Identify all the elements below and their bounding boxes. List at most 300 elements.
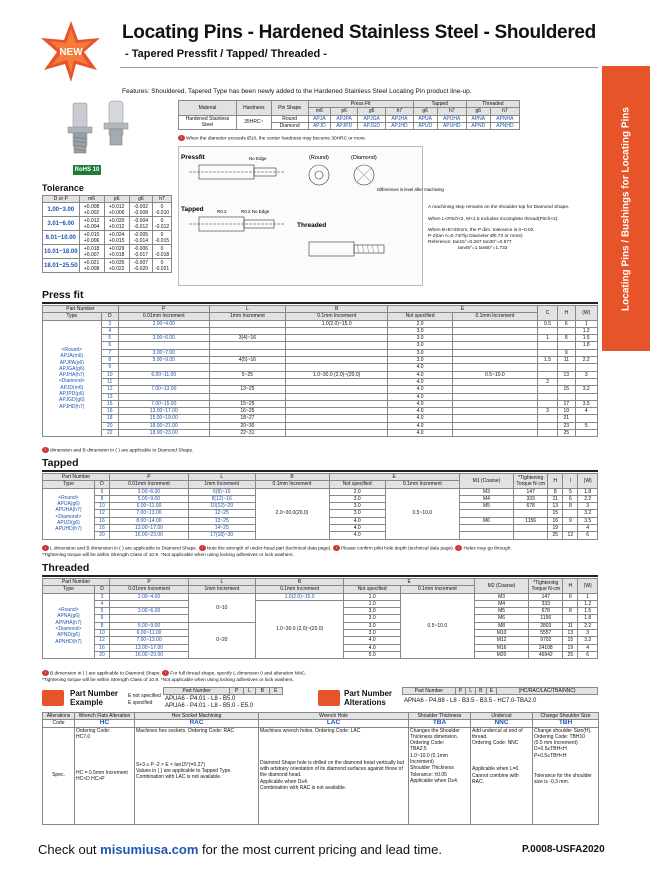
alt-text: Combination with RAC is not available.: [260, 785, 347, 792]
pn-ex1: APUA6 - P4.01 - L8 - B5.0: [165, 696, 236, 702]
part-number-alt-icon: [318, 690, 340, 706]
note-l: When L<Pitch×2, M×1.5 includes incomplete thread(Pitch×2).: [428, 217, 559, 222]
alt-text: Applicable when L=0.: [472, 766, 520, 773]
tp-sub: Not specified: [329, 481, 385, 488]
alt-lac-drawing: [260, 734, 407, 760]
note-ref: Reference: tan15°=0.267 tan30°=0.577: [428, 240, 512, 245]
spec-shape-round: Round: [271, 115, 308, 122]
pf-d: 12: [101, 386, 118, 393]
tp-ens: 4.0: [329, 525, 385, 532]
th-w: 2.2: [578, 622, 598, 629]
spec-material: Hardened Stainless Steel: [179, 115, 237, 130]
th-p: 5.00~9.00: [110, 622, 189, 629]
pn-alt-example: APNA6 - P4.88 - L8 - B3.5 - B3.5 - HC7.0-TBA2.0: [404, 698, 537, 704]
part-code: APJHA: [386, 115, 414, 122]
alt-text: Combination with LAC is not available.: [136, 774, 222, 781]
rohs-badge: RoHS 10: [74, 167, 100, 173]
alt-header: Change Shoulder Size: [533, 713, 599, 720]
pf-b: [286, 327, 388, 334]
alt-code: TBH: [533, 720, 599, 727]
spec-sub: g6: [358, 108, 386, 115]
tp-l2: 6: [563, 495, 578, 502]
spec-note: [178, 135, 366, 141]
alt-code: TBA: [409, 720, 471, 727]
pf-l: 20~30: [209, 422, 286, 429]
tp-header: Part Number: [43, 474, 110, 481]
alt-text: Applicable when D≥4.: [410, 777, 459, 784]
tp-l: 17(18)~30: [188, 532, 255, 539]
tol-value: -0.005 -0.014: [129, 231, 152, 245]
new-star-badge: [40, 20, 102, 82]
pf-l: [209, 342, 286, 349]
pf-l: 22~31: [209, 430, 286, 437]
type-line: APJD(m6): [60, 384, 84, 391]
th-w: 1: [578, 593, 598, 600]
footer-text: [38, 842, 442, 857]
spec-sub: h7: [437, 108, 466, 115]
pf-e: [452, 378, 537, 385]
tp-d: 8: [94, 495, 109, 502]
tp-t: 147: [514, 488, 548, 495]
tp-header: L: [188, 474, 255, 481]
alt-text: HC = 0.5mm Increment: [76, 770, 128, 777]
type-line: APJPA(p6): [59, 359, 84, 366]
pf-ens: 4.0: [388, 386, 453, 393]
tp-note: Note the strength of under-head part (technical data page).: [206, 546, 332, 552]
pf-b: [286, 415, 388, 422]
note-marker-icon: !: [455, 545, 462, 551]
pf-header: P: [118, 306, 209, 313]
pf-ens: 4.0: [388, 408, 453, 415]
pf-p: [118, 342, 209, 349]
pf-h: [558, 342, 575, 349]
th-body: [43, 593, 598, 659]
table-row: [43, 393, 598, 400]
spec-sub: m6: [308, 108, 330, 115]
tp-m: M4: [459, 495, 513, 502]
pf-w: 4: [575, 408, 598, 415]
tp-l2: 12: [563, 532, 578, 539]
pf-c: 1.5: [537, 357, 557, 364]
pf-l: 15~25: [209, 400, 286, 407]
pf-h: 25: [558, 430, 575, 437]
alt-text: S+3 ≤ P -2 × E × tan15°(=0.27): [136, 761, 205, 768]
pf-p: [118, 327, 209, 334]
label-tapped: Tapped: [181, 206, 204, 213]
table-row: [43, 371, 598, 378]
part-code: APUHD: [437, 122, 466, 129]
note-marker-icon: !: [42, 545, 49, 551]
pf-p: [118, 393, 209, 400]
note-marker-icon: !: [42, 670, 49, 676]
pf-c: 3: [537, 408, 557, 415]
pn-alt-title: Part Number Alterations: [344, 689, 393, 707]
alt-tbh: [533, 727, 599, 824]
th-d: 6: [94, 615, 109, 622]
tp-d: 6: [94, 488, 109, 495]
pf-e: [452, 327, 537, 334]
note-ref2: tan45°=1 tan60°=1.732: [458, 246, 508, 251]
pf-w: 5: [575, 422, 598, 429]
pf-c: [537, 386, 557, 393]
pf-b: [286, 400, 388, 407]
pf-b: [286, 393, 388, 400]
pf-d: 5: [101, 335, 118, 342]
alt-code: NNC: [471, 720, 533, 727]
alt-text: P+0.5≤TBH<H: [534, 752, 567, 759]
pin-product-image: [43, 97, 153, 159]
th-d: 10: [94, 630, 109, 637]
th-p: 13.00~17.00: [110, 644, 189, 651]
tp-e: 0.5~10.0: [385, 488, 459, 539]
tp-h: 25: [548, 532, 563, 539]
pf-h: [558, 364, 575, 371]
footer-link[interactable]: misumiusa.com: [100, 842, 199, 857]
tp-w: 2.2: [578, 495, 598, 502]
th-m: M10: [474, 630, 528, 637]
tp-h: 13: [548, 503, 563, 510]
part-code: APJD: [308, 122, 330, 129]
pn-examples: [165, 696, 253, 710]
th-sub: 0.01mm Increment: [110, 586, 189, 593]
th-header: B: [255, 579, 344, 586]
tp-notes: [42, 545, 512, 551]
pn-e-labels: [128, 693, 163, 707]
pf-body: [43, 320, 598, 437]
pf-b: [286, 342, 388, 349]
pn-alt-h: L: [466, 688, 476, 695]
pf-b: 1.0(2.0)~15.0: [286, 320, 388, 327]
pf-note: [42, 447, 193, 453]
tp-l: 12~25: [188, 510, 255, 517]
side-tab: [602, 66, 650, 351]
th-l: 0~20: [189, 622, 256, 658]
th-t: 1156: [529, 615, 563, 622]
pf-c: 1: [537, 335, 557, 342]
tol-value: 0 -0.010: [153, 203, 172, 217]
note-machining: A machining step remains on the shoulder top for Diamond Shape.: [428, 205, 570, 210]
alt-text: Applicable when D≥4.: [260, 778, 309, 785]
pressfit-table: [42, 305, 598, 437]
alt-text: Machines hex sockets. Ordering Code: RAC: [136, 727, 235, 734]
pf-p: 7.00~13.00: [118, 386, 209, 393]
page-code: P.0008-USFA2020: [522, 844, 605, 855]
new-badge-text: NEW: [59, 47, 83, 58]
drawing-notes: [428, 205, 593, 252]
th-header: P: [110, 579, 189, 586]
table-row: [43, 488, 598, 495]
alt-text: Machines wrench holes. Ordering Code: LAC: [260, 727, 361, 734]
threaded-table: [42, 578, 598, 659]
type-line: APUA(g6): [57, 501, 80, 508]
pf-w: [575, 415, 598, 422]
pf-c: [537, 342, 557, 349]
pf-d: 10: [101, 371, 118, 378]
pf-w: [575, 430, 598, 437]
th-w: 1.8: [578, 615, 598, 622]
th-m: M12: [474, 637, 528, 644]
tol-value: -0.004 -0.012: [129, 217, 152, 231]
spec-sub: h7: [386, 108, 414, 115]
type-line: APNHD(h7): [55, 638, 82, 645]
th-header: L: [189, 579, 256, 586]
pf-l: [209, 378, 286, 385]
tp-w: 3.2: [578, 510, 598, 517]
th-ens: 3.0: [344, 615, 400, 622]
table-row: [43, 600, 598, 607]
pf-ens: 4.0: [388, 430, 453, 437]
pf-c: [537, 400, 557, 407]
th-h: 8: [563, 608, 578, 615]
alt-header: Shoulder Thickness: [409, 713, 471, 720]
tol-value: +0.024 +0.015: [104, 231, 129, 245]
pf-c: [537, 327, 557, 334]
pf-h: 21: [558, 415, 575, 422]
th-h: 15: [563, 637, 578, 644]
th-ens: 1.0: [344, 593, 400, 600]
th-h: 11: [563, 622, 578, 629]
alt-code: LAC: [259, 720, 409, 727]
pf-d: 8: [101, 357, 118, 364]
tol-value: -0.002 -0.008: [129, 203, 152, 217]
features-text: Features: Shouldered, Tapered Type has been newly added to the Hardened Stainless Steel Locating Pin product line-up.: [122, 88, 472, 95]
pn-e-not: E not specified: [128, 693, 161, 699]
pf-p: 18.00~21.00: [118, 422, 209, 429]
tp-note5: *Tightening torque will be within Strength Class of 10.9. *Not applicable when using locking adhesives or lock washers.: [42, 553, 294, 558]
th-m: M4: [474, 600, 528, 607]
threaded-title: Threaded: [42, 562, 90, 574]
part-code: APJPD: [331, 122, 358, 129]
pf-b: [286, 430, 388, 437]
pf-p: 18.00~23.00: [118, 430, 209, 437]
th-sub: Type: [43, 586, 95, 593]
pf-d: 9: [101, 364, 118, 371]
pn-alt-header: [402, 687, 598, 695]
th-p: 3.00~6.00: [110, 608, 189, 615]
label-diamond: (Diamond): [351, 155, 377, 161]
table-row: [43, 378, 598, 385]
th-ens: 3.0: [344, 622, 400, 629]
type-line: APND(g6): [57, 632, 80, 639]
th-t: 333: [529, 600, 563, 607]
alt-text: Ordering Code:: [410, 740, 445, 747]
pf-ens: 3.0: [388, 349, 453, 356]
pf-header: L: [209, 306, 286, 313]
tol-header: g6: [129, 196, 152, 203]
pf-ens: 4.0: [388, 371, 453, 378]
label-no-edge: No Edge: [249, 156, 267, 161]
tol-value: -0.007 -0.020: [129, 259, 152, 273]
alt-lac: [259, 727, 409, 824]
pf-header: H: [558, 306, 575, 321]
spec-sub: g6: [466, 108, 490, 115]
pf-h: 8: [558, 335, 575, 342]
th-ens: 3.0: [344, 630, 400, 637]
pf-header: E: [388, 306, 538, 313]
th-sub: D: [94, 586, 109, 593]
pressfit-rule: [42, 302, 598, 304]
th-h: 25: [563, 651, 578, 658]
footer-post: for the most current pricing and lead time.: [198, 842, 442, 857]
tp-note: Holes may go through.: [463, 546, 512, 552]
th-m: M16: [474, 644, 528, 651]
type-line: APJHD(h7): [59, 403, 85, 410]
table-row: [43, 430, 598, 437]
alt-nnc: [471, 727, 533, 824]
pf-header: B: [286, 306, 388, 313]
pf-b: [286, 408, 388, 415]
th-h: 6: [563, 593, 578, 600]
pf-h: 13: [558, 371, 575, 378]
note-marker-icon: !: [199, 545, 206, 551]
tp-p: 5.00~9.00: [110, 495, 189, 502]
th-header: Part Number: [43, 579, 110, 586]
pressfit-title: Press fit: [42, 289, 84, 301]
pf-p: [118, 364, 209, 371]
tp-t: 333: [514, 495, 548, 502]
pf-e: [452, 357, 537, 364]
type-line: APJHA(h7): [59, 372, 85, 379]
pf-l: 5~25: [209, 371, 286, 378]
table-row: [43, 342, 598, 349]
tp-b: 2.0~30.0(20.0): [255, 488, 329, 539]
tol-header: p6: [104, 196, 129, 203]
th-p: [110, 615, 189, 622]
spec-table: [178, 100, 520, 130]
pf-e: [452, 349, 537, 356]
label-diff: Differences in level after machining: [377, 187, 444, 192]
th-w: 3: [578, 630, 598, 637]
type-line: APJPD(p6): [59, 391, 85, 398]
type-line: <Round>: [58, 607, 79, 614]
pf-c: [537, 430, 557, 437]
pf-p: 13.00~17.00: [118, 408, 209, 415]
tp-header: M1 (Coarse): [459, 474, 513, 489]
footer-pre: Check out: [38, 842, 101, 857]
pf-l: [209, 327, 286, 334]
pf-c: [537, 422, 557, 429]
th-h: 19: [563, 644, 578, 651]
th-h: 13: [563, 630, 578, 637]
pf-p: 2.00~4.00: [118, 320, 209, 327]
pn-alt-h: E: [486, 688, 497, 695]
table-row: [43, 400, 598, 407]
spec-header-hardness: Hardness: [237, 101, 272, 116]
pf-c: [537, 349, 557, 356]
part-code: APUD: [413, 122, 437, 129]
table-row: [43, 349, 598, 356]
alt-text: HC7.0: [76, 733, 91, 740]
label-pressfit: Pressfit: [181, 154, 205, 161]
th-t: 9702: [529, 637, 563, 644]
pf-e: [452, 335, 537, 342]
technical-drawing: [178, 146, 444, 286]
th-sub: Not specified: [344, 586, 400, 593]
note-marker-icon: !: [333, 545, 340, 551]
tp-body: [43, 488, 598, 539]
pf-e: [452, 430, 537, 437]
th-t: 46942: [529, 651, 563, 658]
alt-rac: [135, 727, 259, 824]
pf-b: [286, 357, 388, 364]
pf-e: 0.5~10.0: [452, 371, 537, 378]
tp-h: 19: [548, 525, 563, 532]
page-title: Locating Pins - Hardened Stainless Steel - Shouldered: [122, 22, 596, 43]
spec-sub: h7: [490, 108, 519, 115]
pf-c: [537, 364, 557, 371]
pf-e: [452, 386, 537, 393]
type-line: APNA(g6): [57, 613, 80, 620]
table-row: [43, 364, 598, 371]
alt-hc: [75, 727, 135, 824]
alt-text: Changes the Shoulder Thickness dimension.: [410, 727, 460, 740]
pf-p: 3.00~6.00: [118, 335, 209, 342]
pf-h: [558, 327, 575, 334]
th-notes: [42, 670, 306, 676]
th-d: 4: [94, 600, 109, 607]
pf-w: [575, 364, 598, 371]
pf-d: 7: [101, 349, 118, 356]
spec-header-threaded: Threaded: [466, 101, 519, 108]
alt-spec-label: Spec.: [43, 727, 75, 824]
tp-sub: D: [94, 481, 109, 488]
pf-c: [537, 415, 557, 422]
tp-ens: 3.0: [329, 510, 385, 517]
tp-w: 4: [578, 525, 598, 532]
table-row: [43, 408, 598, 415]
pf-l: [209, 349, 286, 356]
pf-h: [558, 378, 575, 385]
pf-e: [452, 408, 537, 415]
tp-sub: Type: [43, 481, 95, 488]
pf-d: 11: [101, 378, 118, 385]
pf-w: 1.8: [575, 342, 598, 349]
tp-header: P: [110, 474, 189, 481]
tp-l2: 5: [563, 488, 578, 495]
pf-b: [286, 422, 388, 429]
th-note3: *Tightening torque will be within Strength Class of 10.9. *Not applicable when using locking adhesives or lock washers.: [42, 678, 294, 683]
part-code: APUA: [413, 115, 437, 122]
tapped-table: [42, 473, 598, 540]
alt-text: Ordering Code: TBH10: [534, 733, 586, 740]
pn-alt-h: P: [455, 688, 466, 695]
tp-h: 15: [548, 510, 563, 517]
pf-sub: Not specified: [388, 313, 453, 320]
type-line: <Diamond>: [55, 513, 82, 520]
th-t: 5557: [529, 630, 563, 637]
tol-range: 1.00~3.00: [43, 203, 80, 217]
pf-e: [452, 415, 537, 422]
part-code: APJA: [308, 115, 330, 122]
th-note: B dimension in ( ) are applicable to Diamond Shape.: [50, 671, 161, 677]
pf-header: (W): [575, 306, 598, 321]
tp-type: [43, 488, 95, 539]
pf-header: C: [537, 306, 557, 321]
spec-sub: p6: [331, 108, 358, 115]
pf-ens: 3.0: [388, 335, 453, 342]
th-note: For full thread shape, specify L dimension 0 and alteration NNC.: [170, 671, 307, 677]
tol-header: h7: [153, 196, 172, 203]
pf-b: [286, 378, 388, 385]
type-line: APUHA(h7): [55, 507, 82, 514]
pf-b: [286, 349, 388, 356]
part-code: APJGA: [358, 115, 386, 122]
pf-c: 2: [537, 378, 557, 385]
pf-l: 13~25: [209, 386, 286, 393]
tol-value: 0 -0.021: [153, 259, 172, 273]
tp-note: Please confirm pilot hole depth (technical data page).: [341, 546, 455, 552]
pf-e: [452, 393, 537, 400]
